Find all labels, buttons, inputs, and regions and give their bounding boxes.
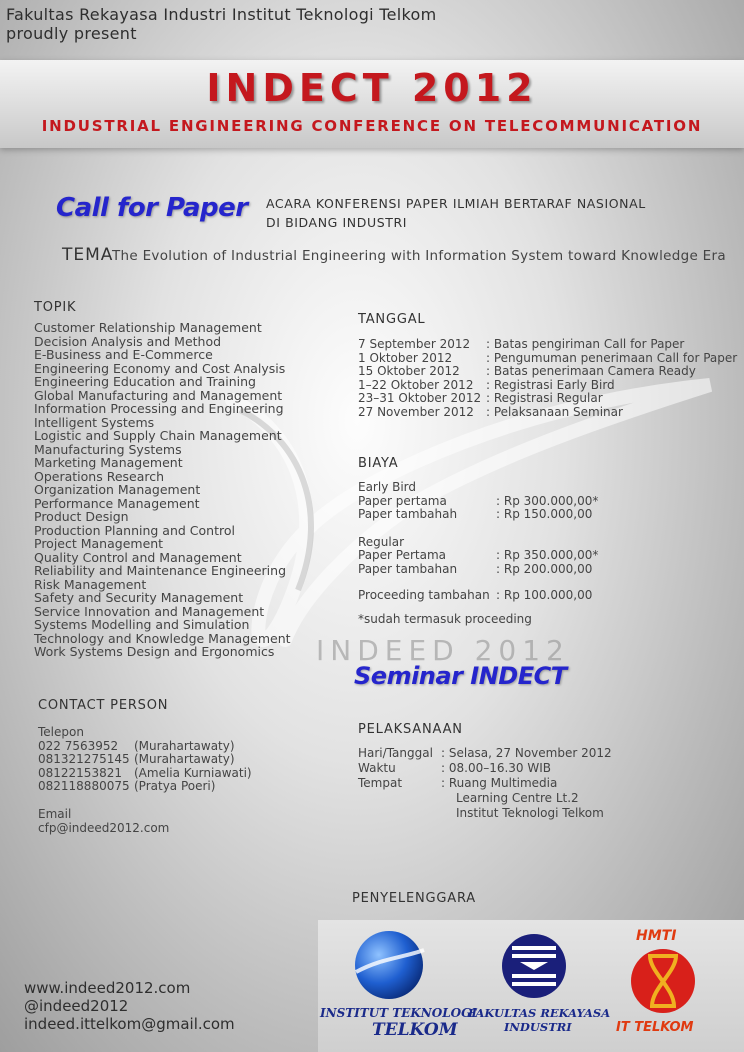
fee-label: Paper pertama bbox=[358, 493, 447, 508]
list-item: Operations Research bbox=[34, 468, 165, 484]
table-row bbox=[358, 746, 612, 761]
contact-list bbox=[38, 726, 252, 835]
info-label: Tempat bbox=[358, 776, 403, 790]
table-row bbox=[358, 761, 612, 776]
topik-heading: TOPIK bbox=[34, 300, 77, 315]
globe-icon bbox=[352, 928, 426, 1002]
date-cell: 23–31 Oktober 2012 bbox=[358, 391, 482, 406]
footer-twitter: @indeed2012 bbox=[24, 997, 129, 1015]
list-item: E-Business and E-Commerce bbox=[34, 347, 213, 362]
date-cell: 27 November 2012 bbox=[358, 404, 474, 419]
list-item: Customer Relationship Management bbox=[34, 320, 262, 335]
list-item: Technology and Knowledge Management bbox=[34, 630, 291, 646]
table-row bbox=[358, 406, 737, 420]
list-item bbox=[38, 767, 252, 781]
desc-cell: : Registrasi Regular bbox=[486, 391, 603, 406]
list-item: Quality Control and Management bbox=[34, 549, 242, 565]
fee-value: : Rp 200.000,00 bbox=[496, 561, 593, 576]
contact-heading: CONTACT PERSON bbox=[38, 698, 169, 713]
penyelenggara-heading: PENYELENGGARA bbox=[352, 891, 476, 906]
pelaksanaan-heading: PELAKSANAAN bbox=[358, 722, 463, 737]
fee-value: : Rp 300.000,00* bbox=[496, 493, 599, 508]
list-item: Performance Management bbox=[34, 495, 200, 511]
contact-name: (Murahartawaty) bbox=[134, 738, 235, 753]
table-row bbox=[358, 379, 737, 393]
main-title: INDECT 2012 bbox=[206, 66, 538, 110]
phone-number: 082118880075 bbox=[38, 779, 130, 794]
list-item: Production Planning and Control bbox=[34, 522, 235, 538]
fri-emblem-icon bbox=[500, 932, 568, 1000]
early-bird-label: Early Bird bbox=[358, 480, 417, 494]
contact-email: cfp@indeed2012.com bbox=[38, 820, 170, 835]
contact-name: (Pratya Poeri) bbox=[134, 779, 216, 794]
list-item bbox=[38, 780, 252, 794]
fee-value: : Rp 350.000,00* bbox=[496, 548, 599, 563]
biaya-table bbox=[358, 481, 598, 627]
list-item: Marketing Management bbox=[34, 455, 183, 470]
phone-number: 022 7563952 bbox=[38, 738, 119, 753]
tema-label: TEMA bbox=[62, 245, 114, 265]
footer-email: indeed.ittelkom@gmail.com bbox=[24, 1015, 235, 1033]
email-label: Email bbox=[38, 806, 72, 821]
tanggal-heading: TANGGAL bbox=[358, 312, 426, 327]
list-item: Manufacturing Systems bbox=[34, 441, 182, 457]
info-label: Hari/Tanggal bbox=[358, 746, 433, 760]
venue-line: Learning Centre Lt.2 bbox=[456, 791, 579, 805]
seminar-heading: Seminar INDECT bbox=[354, 662, 567, 690]
table-row bbox=[358, 563, 598, 577]
list-item: Decision Analysis and Method bbox=[34, 333, 222, 349]
contact-name: (Murahartawaty) bbox=[134, 752, 235, 767]
biaya-heading: BIAYA bbox=[358, 456, 399, 471]
list-item: Work Systems Design and Ergonomics bbox=[34, 644, 275, 659]
table-row bbox=[358, 549, 598, 563]
desc-cell: : Batas penerimaan Camera Ready bbox=[486, 364, 696, 379]
logo1-line1: INSTITUT TEKNOLOGI bbox=[320, 1006, 477, 1020]
telepon-label: Telepon bbox=[38, 725, 84, 739]
list-item bbox=[38, 740, 252, 754]
date-cell: 1–22 Oktober 2012 bbox=[358, 377, 474, 392]
regular-label: Regular bbox=[358, 534, 405, 549]
logo3-top: HMTI bbox=[636, 928, 677, 944]
table-row bbox=[358, 589, 598, 603]
contact-name: (Amelia Kurniawati) bbox=[134, 765, 252, 780]
organizer-line: Fakultas Rekayasa Industri Institut Teknologi Telkom bbox=[6, 5, 437, 24]
fee-label: Paper tambahah bbox=[358, 507, 458, 522]
cfp-desc-1: ACARA KONFERENSI PAPER ILMIAH BERTARAF NASIONAL bbox=[266, 196, 646, 211]
desc-cell: : Registrasi Early Bird bbox=[486, 377, 615, 392]
topik-list bbox=[34, 321, 291, 659]
call-for-paper-heading: Call for Paper bbox=[56, 193, 248, 223]
venue-line: Institut Teknologi Telkom bbox=[456, 806, 604, 820]
list-item: Product Design bbox=[34, 509, 129, 524]
date-cell: 15 Oktober 2012 bbox=[358, 364, 460, 379]
desc-cell: : Pelaksanaan Seminar bbox=[486, 404, 623, 419]
table-row bbox=[358, 508, 598, 522]
logo2-line1: FAKULTAS REKAYASA bbox=[468, 1006, 611, 1020]
logo3-bottom: IT TELKOM bbox=[616, 1020, 694, 1035]
footer-website: www.indeed2012.com bbox=[24, 979, 191, 997]
list-item bbox=[38, 753, 252, 767]
table-row bbox=[358, 338, 737, 352]
hmti-emblem-icon bbox=[628, 946, 698, 1016]
phone-number: 081321275145 bbox=[38, 752, 130, 767]
table-row bbox=[358, 365, 737, 379]
fee-value: : Rp 150.000,00 bbox=[496, 507, 593, 522]
list-item: Service Innovation and Management bbox=[34, 603, 265, 619]
desc-cell: : Batas pengiriman Call for Paper bbox=[486, 337, 685, 351]
fee-label: Paper Pertama bbox=[358, 548, 447, 563]
sponsor-logos bbox=[318, 920, 744, 1052]
logo2-line2: INDUSTRI bbox=[504, 1020, 572, 1034]
tanggal-table bbox=[358, 338, 737, 420]
fee-label: Proceeding tambahan bbox=[358, 587, 490, 602]
proudly-present: proudly present bbox=[6, 24, 137, 43]
cfp-desc-2: DI BIDANG INDUSTRI bbox=[266, 215, 408, 230]
list-item: Global Manufacturing and Management bbox=[34, 387, 283, 403]
info-value: : Selasa, 27 November 2012 bbox=[441, 746, 612, 760]
fee-label: Paper tambahan bbox=[358, 561, 458, 576]
date-cell: 1 Oktober 2012 bbox=[358, 350, 453, 365]
list-item: Safety and Security Management bbox=[34, 590, 244, 605]
fee-note: *sudah termasuk proceeding bbox=[358, 612, 532, 627]
date-cell: 7 September 2012 bbox=[358, 337, 471, 351]
pelaksanaan-table bbox=[358, 746, 612, 821]
list-item: Intelligent Systems bbox=[34, 414, 155, 430]
info-label: Waktu bbox=[358, 761, 396, 775]
list-item: Information Processing and Engineering bbox=[34, 401, 284, 416]
info-value: : Ruang Multimedia bbox=[441, 776, 558, 790]
fee-value: : Rp 100.000,00 bbox=[496, 587, 593, 602]
info-value: : 08.00–16.30 WIB bbox=[441, 761, 552, 775]
watermark-text: INDEED 2012 bbox=[316, 634, 570, 667]
logo1-line2: TELKOM bbox=[372, 1020, 458, 1040]
desc-cell: : Pengumuman penerimaan Call for Paper bbox=[486, 350, 738, 365]
subtitle: INDUSTRIAL ENGINEERING CONFERENCE ON TELECOMMUNICATION bbox=[41, 117, 703, 135]
list-item: Reliability and Maintenance Engineering bbox=[34, 563, 287, 578]
list-item: Logistic and Supply Chain Management bbox=[34, 428, 282, 443]
list-item: Engineering Education and Training bbox=[34, 374, 256, 389]
table-row bbox=[358, 776, 612, 791]
table-row bbox=[358, 392, 737, 406]
tema-value: The Evolution of Industrial Engineering with Information System toward Knowledge Era bbox=[112, 248, 726, 264]
list-item: Engineering Economy and Cost Analysis bbox=[34, 360, 286, 376]
list-item: Systems Modelling and Simulation bbox=[34, 617, 250, 632]
table-row bbox=[358, 495, 598, 509]
list-item: Project Management bbox=[34, 536, 164, 551]
phone-number: 08122153821 bbox=[38, 765, 122, 780]
list-item: Risk Management bbox=[34, 576, 147, 592]
table-row bbox=[358, 352, 737, 366]
list-item: Organization Management bbox=[34, 482, 201, 497]
